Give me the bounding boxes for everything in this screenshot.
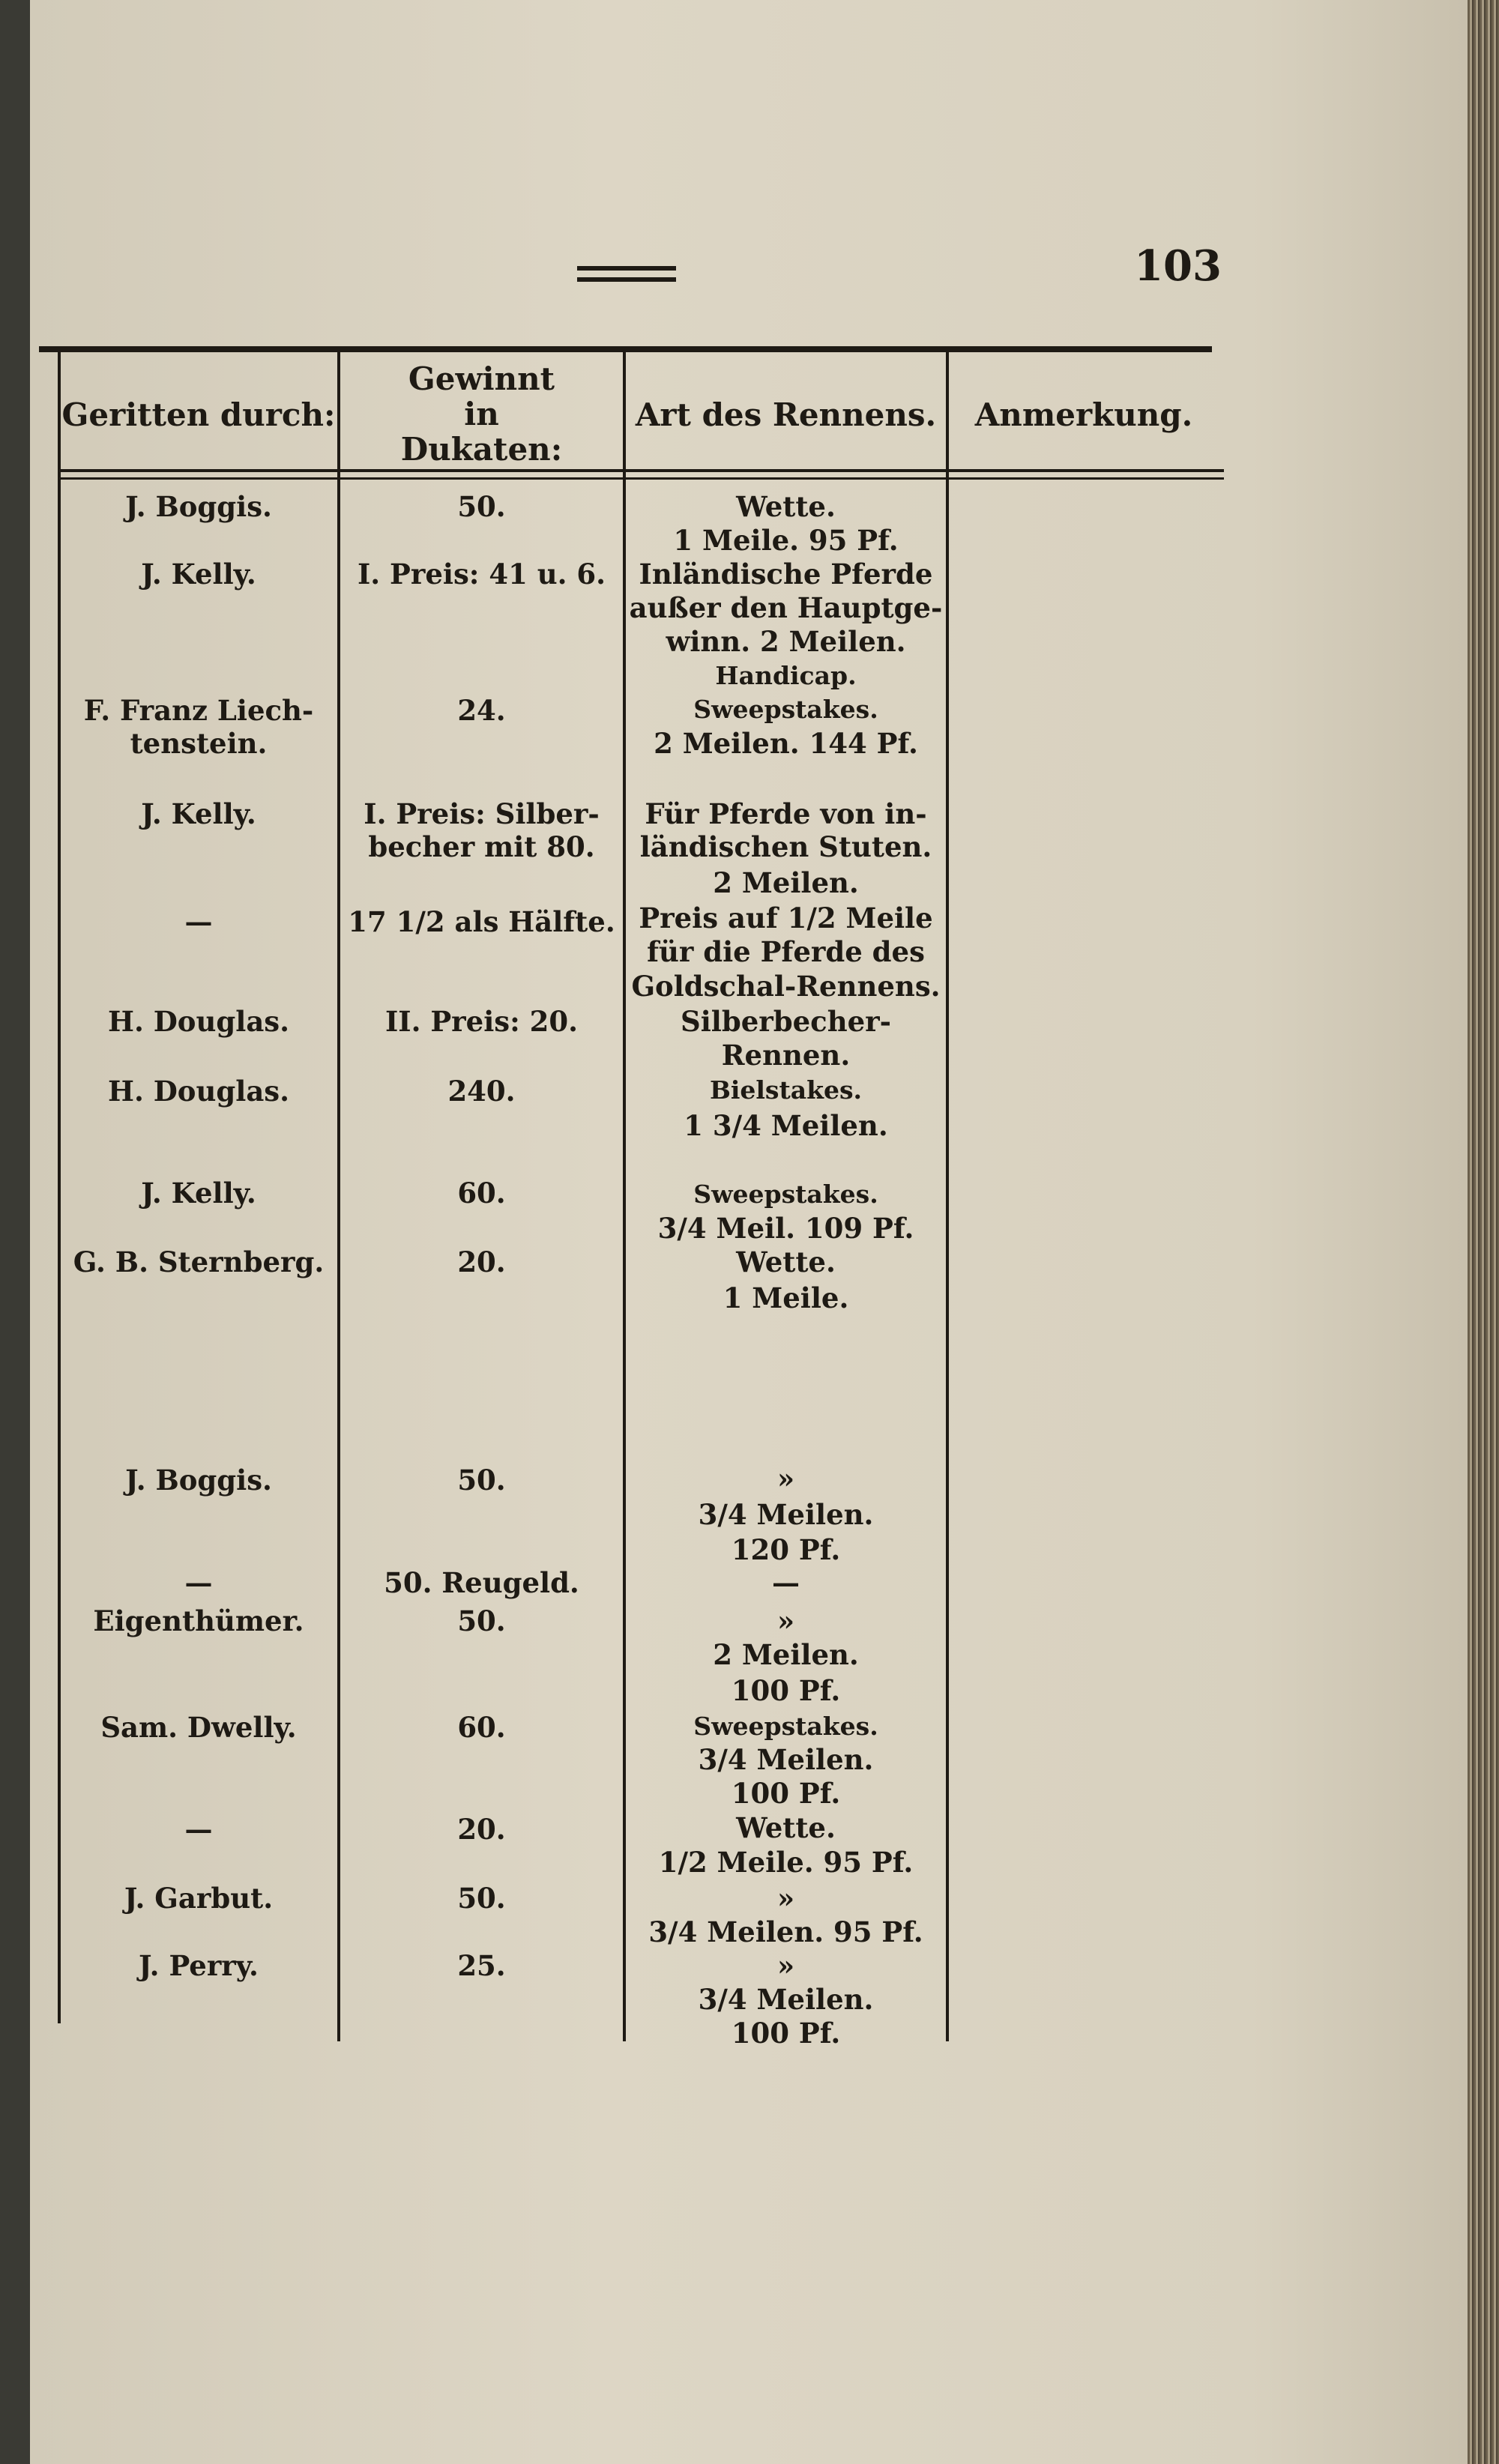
winnings-cell: 50. Reugeld.: [384, 1566, 579, 1599]
race-type-cell: 3/4 Meilen. 95 Pf.: [648, 1915, 923, 1948]
rider-cell: —: [184, 905, 213, 938]
race-type-cell: Inländische Pferde: [639, 558, 933, 591]
race-type-cell: Preis auf 1/2 Meile: [639, 902, 933, 934]
race-type-cell: —: [772, 1566, 800, 1599]
race-type-cell: 3/4 Meilen.: [698, 1743, 874, 1776]
background-left: [0, 0, 30, 2464]
race-type-cell: 2 Meilen.: [713, 866, 859, 899]
race-type-cell: Sweepstakes.: [693, 1712, 878, 1741]
race-type-cell: 3/4 Meilen.: [698, 1983, 874, 2016]
race-type-cell: 2 Meilen. 144 Pf.: [654, 727, 918, 760]
race-type-cell: Silberbecher-: [681, 1005, 891, 1038]
race-type-cell: Rennen.: [721, 1039, 851, 1072]
rider-cell: J. Kelly.: [141, 558, 256, 591]
race-type-cell: 1 Meile.: [723, 1281, 849, 1314]
race-type-cell: 3/4 Meilen.: [698, 1498, 874, 1531]
race-type-cell: 100 Pf.: [731, 1777, 841, 1810]
race-type-cell: Für Pferde von in-: [645, 797, 927, 830]
winnings-cell: 50.: [457, 1882, 506, 1915]
race-type-cell: Wette.: [736, 1245, 836, 1278]
race-type-cell: »: [776, 1882, 795, 1915]
race-type-cell: 2 Meilen.: [713, 1638, 859, 1671]
book-page-edges: [1468, 0, 1499, 2464]
race-type-cell: 1/2 Meile. 95 Pf.: [658, 1846, 914, 1879]
race-type-cell: 100 Pf.: [731, 2017, 841, 2050]
race-type-cell: 3/4 Meil. 109 Pf.: [657, 1212, 914, 1245]
race-type-cell: Wette.: [736, 490, 836, 523]
race-type-cell: »: [776, 1604, 795, 1637]
race-type-cell: Bielstakes.: [709, 1075, 863, 1105]
race-type-cell: ländischen Stuten.: [639, 830, 932, 863]
rider-cell: —: [184, 1566, 213, 1599]
winnings-cell: 20.: [457, 1245, 506, 1278]
rider-cell: —: [184, 1813, 213, 1846]
race-type-cell: 1 Meile. 95 Pf.: [673, 524, 899, 557]
header-anmerkung: Anmerkung.: [974, 396, 1193, 433]
winnings-cell: 50.: [457, 1464, 506, 1497]
winnings-cell: 60.: [457, 1711, 506, 1744]
ornament-rule-bottom: [577, 277, 676, 282]
rider-cell: Eigenthümer.: [93, 1604, 304, 1637]
rider-cell: J. Perry.: [139, 1949, 259, 1982]
rider-cell: tenstein.: [130, 727, 268, 760]
winnings-cell: 60.: [457, 1177, 506, 1210]
page-number: 103: [1134, 241, 1222, 291]
ornament-rule-top: [577, 266, 676, 271]
winnings-cell: 24.: [457, 694, 506, 727]
race-type-cell: 1 3/4 Meilen.: [684, 1109, 888, 1142]
rider-cell: H. Douglas.: [108, 1075, 289, 1108]
header-geritten-durch: Geritten durch:: [61, 396, 336, 433]
winnings-cell: 50.: [457, 1604, 506, 1637]
winnings-cell: 240.: [447, 1075, 516, 1108]
rider-cell: Sam. Dwelly.: [100, 1711, 297, 1744]
rider-cell: J. Kelly.: [141, 797, 256, 830]
rider-cell: J. Boggis.: [125, 490, 272, 523]
rider-cell: J. Garbut.: [124, 1882, 274, 1915]
header-gewinnt-in-dukaten: Gewinnt in Dukaten:: [400, 360, 563, 468]
winnings-cell: I. Preis: 41 u. 6.: [357, 558, 606, 591]
race-type-cell: Sweepstakes.: [693, 695, 878, 724]
race-type-cell: Goldschal-Rennens.: [631, 970, 941, 1003]
rider-cell: F. Franz Liech-: [83, 694, 314, 727]
header-rule-2: [58, 477, 1224, 480]
race-type-cell: 120 Pf.: [731, 1533, 841, 1566]
race-type-cell: außer den Hauptge-: [629, 591, 943, 624]
race-type-cell: »: [776, 1949, 795, 1982]
winnings-cell: 20.: [457, 1813, 506, 1846]
race-type-cell: Wette.: [736, 1811, 836, 1844]
winnings-cell: I. Preis: Silber-: [364, 797, 600, 830]
rider-cell: J. Boggis.: [125, 1464, 272, 1497]
winnings-cell: 50.: [457, 490, 506, 523]
race-type-cell: 100 Pf.: [731, 1674, 841, 1707]
rider-cell: J. Kelly.: [141, 1177, 256, 1210]
winnings-cell: 25.: [457, 1949, 506, 1982]
winnings-cell: 17 1/2 als Hälfte.: [348, 905, 615, 938]
header-art-des-rennens: Art des Rennens.: [635, 396, 937, 433]
winnings-cell: II. Preis: 20.: [384, 1005, 579, 1038]
race-type-cell: Handicap.: [715, 661, 857, 690]
table-top-rule: [39, 346, 1212, 352]
race-type-cell: für die Pferde des: [647, 935, 925, 968]
header-rule-1: [58, 469, 1224, 472]
winnings-cell: becher mit 80.: [368, 830, 595, 863]
race-type-cell: »: [776, 1462, 795, 1495]
race-type-cell: winn. 2 Meilen.: [666, 625, 906, 658]
rider-cell: H. Douglas.: [108, 1005, 289, 1038]
race-type-cell: Sweepstakes.: [693, 1180, 878, 1209]
rider-cell: G. B. Sternberg.: [73, 1245, 325, 1278]
column-rule-3: [946, 352, 949, 2041]
